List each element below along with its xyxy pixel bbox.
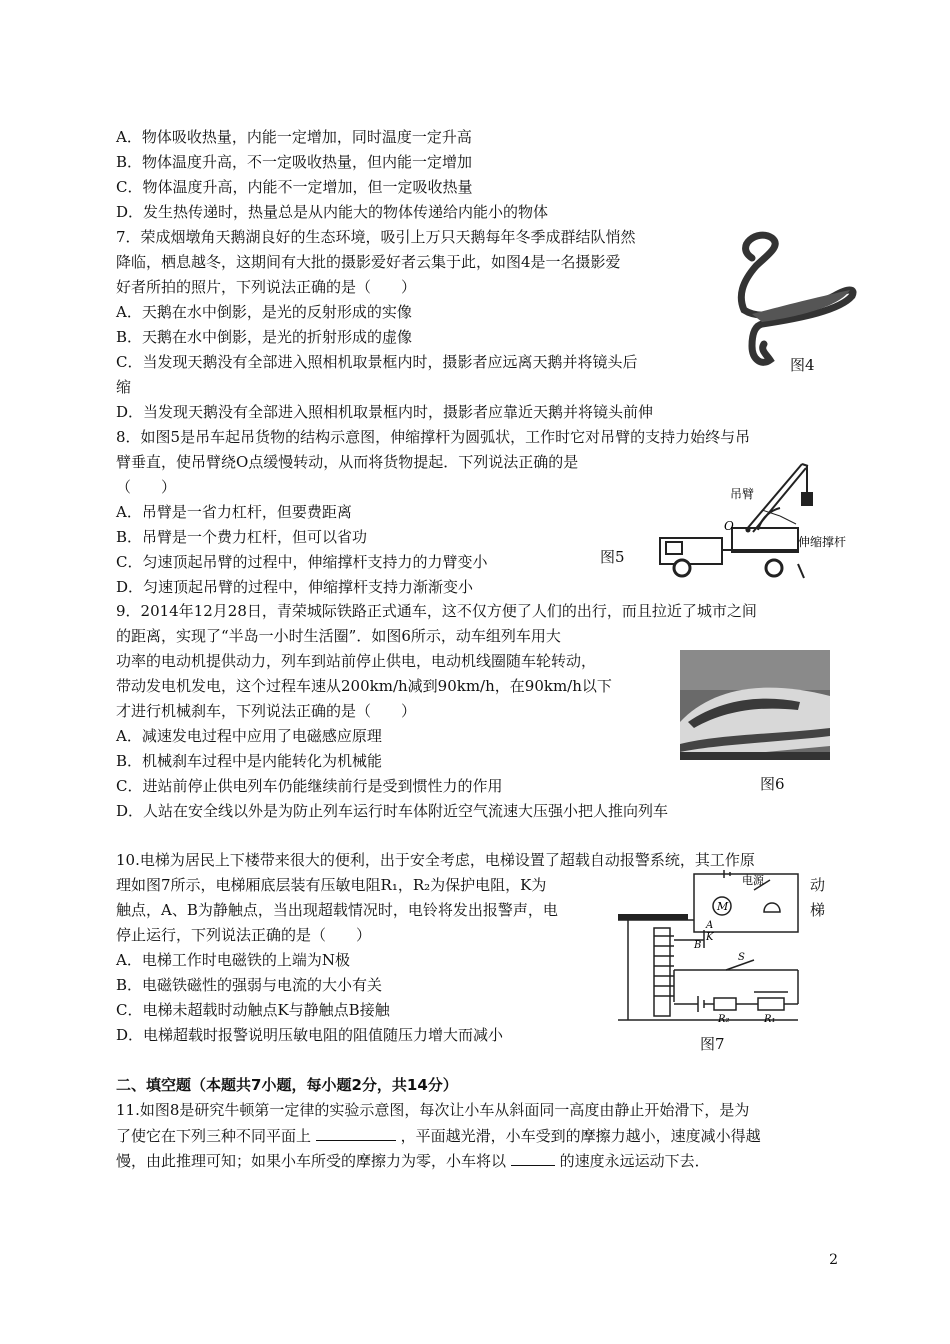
q8-option-a: A．吊臂是一省力杠杆，但要费距离 — [116, 503, 352, 521]
contact-a-label: A — [706, 920, 714, 931]
q9-option-b: B．机械刹车过程中是内能转化为机械能 — [116, 752, 383, 770]
q7-stem-line3: 好者所拍的照片，下列说法正确的是（ ） — [116, 278, 417, 296]
q11-line2-end: ，平面越光滑，小车受到的摩擦力越小，速度减小得越 — [400, 1127, 761, 1145]
q10-stem-line2-end: 动 — [810, 876, 826, 894]
q9-option-c: C．进站前停止供电列车仍能继续前行是受到惯性力的作用 — [116, 777, 503, 795]
q9-stem-line3: 功率的电动机提供动力，列车到站前停止供电，电动机线圈随车轮转动， — [116, 652, 597, 670]
q10-stem-line3-end: 梯 — [810, 901, 826, 919]
figure-7-caption: 图7 — [700, 1035, 725, 1053]
q11-line2-start: 了使它在下列三种不同平面上 — [116, 1127, 312, 1145]
q6-option-a: A．物体吸收热量，内能一定增加，同时温度一定升高 — [116, 128, 472, 146]
q10-option-b: B．电磁铁磁性的强弱与电流的大小有关 — [116, 976, 383, 994]
q7-option-b: B．天鹅在水中倒影，是光的折射形成的虚像 — [116, 328, 413, 346]
q9-stem-line5: 才进行机械刹车，下列说法正确的是（ ） — [116, 702, 417, 720]
resistor-r1-label: R₁ — [764, 1014, 776, 1025]
q9-stem-line1: 9．2014年12月28日，青荣城际铁路正式通车，这不仅方便了人们的出行，而且拉近了城市之间 — [116, 602, 757, 620]
section-2-heading-text: 二、填空题（本题共7小题，每小题2分，共14分） — [116, 1076, 458, 1094]
q11-stem-line1: 11.如图8是研究牛顿第一定律的实验示意图，每次让小车从斜面同一高度由静止开始滑下，是为 — [116, 1101, 750, 1119]
elevator-alarm-circuit-figure — [614, 870, 804, 1026]
q11-line3-start: 慢，由此推理可知；如果小车所受的摩擦力为零，小车将以 — [116, 1152, 507, 1170]
q9-option-a: A．减速发电过程中应用了电磁感应原理 — [116, 727, 382, 745]
q9-option-d: D．人站在安全线以外是为防止列车运行时车体附近空气流速大压强小把人推向列车 — [116, 802, 669, 820]
contact-b-label: B — [694, 940, 702, 951]
q9-stem-line2: 的距离，实现了“半岛一小时生活圈”．如图6所示，动车组列车用大 — [116, 627, 561, 645]
q8-stem-line1: 8．如图5是吊车起吊货物的结构示意图，伸缩撑杆为圆弧状，工作时它对吊臂的支持力始终与吊 — [116, 428, 751, 446]
section-2-heading — [116, 1076, 458, 1094]
q6-option-d: D．发生热传递时，热量总是从内能大的物体传递给内能小的物体 — [116, 203, 549, 221]
q11-blank-2[interactable] — [511, 1151, 555, 1166]
q11-line3-end: 的速度永远运动下去． — [559, 1152, 710, 1170]
q11-stem-line2 — [116, 1126, 761, 1145]
q8-stem-line2: 臂垂直，使吊臂绕O点缓慢转动，从而将货物提起．下列说法正确的是 — [116, 453, 579, 471]
swan-photo-figure — [722, 226, 862, 376]
q8-option-b: B．吊臂是一个费力杠杆，但可以省功 — [116, 528, 368, 546]
q7-option-d: D．当发现天鹅没有全部进入照相机取景框内时，摄影者应靠近天鹅并将镜头前伸 — [116, 403, 654, 421]
figure-4-caption: 图4 — [790, 356, 815, 374]
q7-option-c-line1: C．当发现天鹅没有全部进入照相机取景框内时，摄影者应远离天鹅并将镜头后 — [116, 353, 638, 371]
crane-diagram-figure — [650, 458, 870, 583]
q6-option-c: C．物体温度升高，内能不一定增加，但一定吸收热量 — [116, 178, 473, 196]
q7-stem-line2: 降临，栖息越冬，这期间有大批的摄影爱好者云集于此，如图4是一名摄影爱 — [116, 253, 621, 271]
q11-stem-line3 — [116, 1151, 710, 1170]
crane-arm-label: 吊臂 — [730, 487, 755, 501]
q9-stem-line4: 带动发电机发电，这个过程车速从200km/h减到90km/h，在90km/h以下 — [116, 677, 612, 695]
page-number: 2 — [829, 1252, 838, 1268]
telescopic-rod-label: 伸缩撑杆 — [798, 535, 847, 549]
q7-option-a: A．天鹅在水中倒影，是光的反射形成的实像 — [116, 303, 412, 321]
pivot-o-label: O — [724, 519, 734, 533]
q7-stem-line1: 7．荣成烟墩角天鹅湖良好的生态环境，吸引上万只天鹅每年冬季成群结队悄然 — [116, 228, 636, 246]
q10-option-c: C．电梯未超载时动触点K与静触点B接触 — [116, 1001, 390, 1019]
train-photo-figure — [680, 650, 830, 760]
q11-blank-1[interactable] — [316, 1126, 396, 1141]
q10-option-d: D．电梯超载时报警说明压敏电阻的阻值随压力增大而减小 — [116, 1026, 504, 1044]
contact-k-label: K — [706, 932, 714, 943]
switch-s-label: S — [738, 952, 745, 963]
q10-stem-line2: 理如图7所示，电梯厢底层装有压敏电阻R₁，R₂为保护电阻，K为 — [116, 876, 547, 894]
q8-stem-line3: （ ） — [116, 478, 177, 496]
q8-option-c: C．匀速顶起吊臂的过程中，伸缩撑杆支持力的力臂变小 — [116, 553, 488, 571]
q10-option-a: A．电梯工作时电磁铁的上端为N极 — [116, 951, 350, 969]
q8-option-d: D．匀速顶起吊臂的过程中，伸缩撑杆支持力渐渐变小 — [116, 578, 474, 596]
q10-stem-line3: 触点，A、B为静触点，当出现超载情况时，电铃将发出报警声，电 — [116, 901, 558, 919]
figure-6-caption: 图6 — [760, 775, 785, 793]
power-source-label: 电源 — [742, 874, 764, 887]
motor-m-label: M — [717, 900, 729, 913]
resistor-r2-label: R₂ — [718, 1014, 730, 1025]
q10-stem-line1: 10.电梯为居民上下楼带来很大的便利，出于安全考虑，电梯设置了超载自动报警系统，其工作原 — [116, 851, 755, 869]
q10-stem-line4: 停止运行，下列说法正确的是（ ） — [116, 926, 372, 944]
figure-5-caption: 图5 — [600, 548, 625, 566]
q6-option-b: B．物体温度升高，不一定吸收热量，但内能一定增加 — [116, 153, 473, 171]
q7-option-c-line2: 缩 — [116, 378, 132, 396]
